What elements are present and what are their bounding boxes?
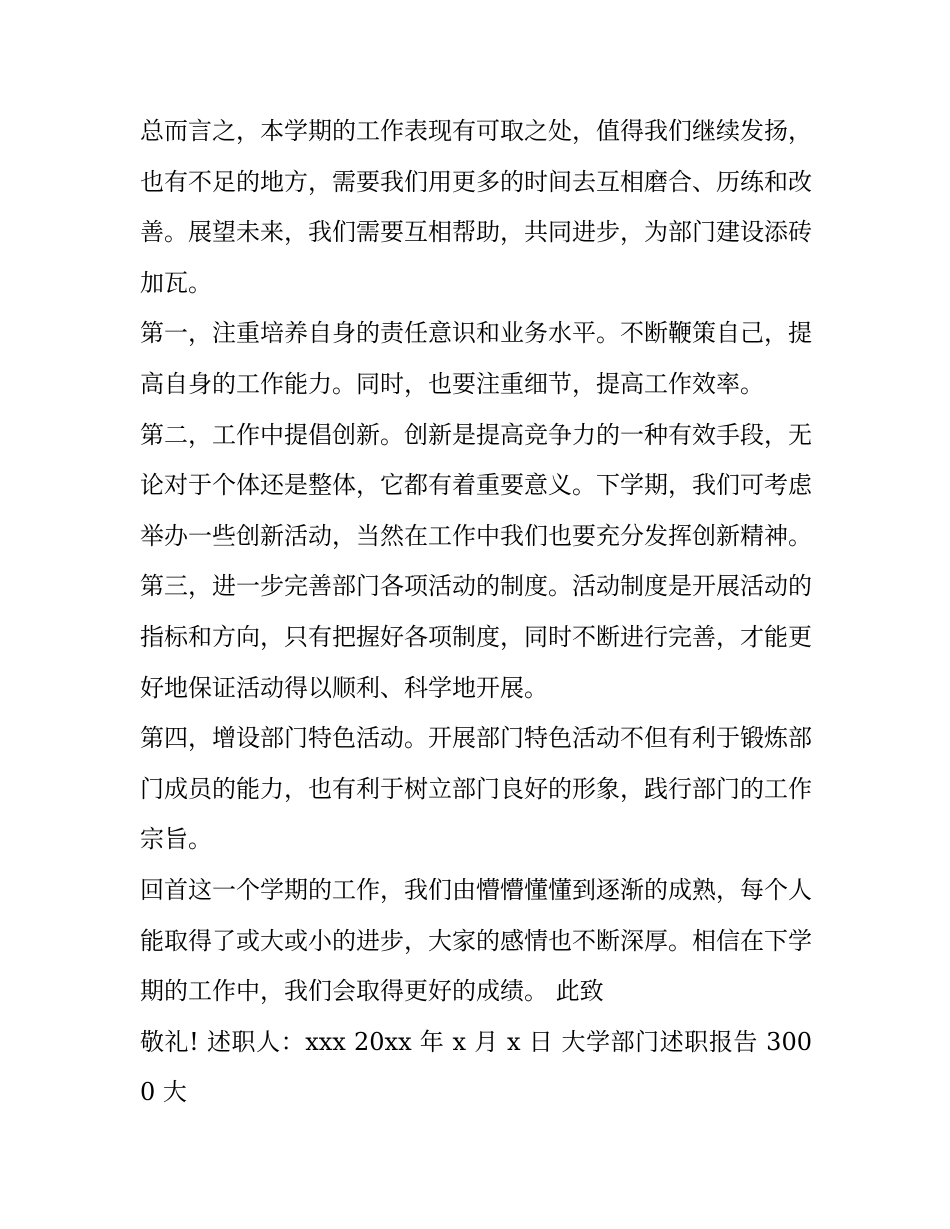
paragraph-third-point: 第三，进一步完善部门各项活动的制度。活动制度是开展活动的指标和方向，只有把握好各项制度，同时不断进行完善，才能更好地保证活动得以顺利、科学地开展。	[140, 572, 812, 702]
document-page	[140, 106, 812, 1118]
paragraph-review: 回首这一个学期的工作，我们由懵懵懂懂到逐渐的成熟，每个人能取得了或大或小的进步，大家的感情也不断深厚。相信在下学期的工作中，我们会取得更好的成绩。 此致	[140, 875, 812, 1006]
paragraph-second-point: 第二，工作中提倡创新。创新是提高竞争力的一种有效手段，无论对于个体还是整体，它都有着重要意义。下学期，我们可考虑举办一些创新活动，当然在工作中我们也要充分发挥创新精神。	[140, 420, 812, 550]
paragraph-summary: 总而言之，本学期的工作表现有可取之处，值得我们继续发扬，也有不足的地方，需要我们用更多的时间去互相磨合、历练和改善。展望未来，我们需要互相帮助，共同进步，为部门建设添砖加瓦。	[140, 117, 812, 297]
paragraph-fourth-point: 第四，增设部门特色活动。开展部门特色活动不但有利于锻炼部门成员的能力，也有利于树立部门良好的形象，践行部门的工作宗旨。	[140, 724, 812, 854]
paragraph-closing-signature: 敬礼! 述职人：xxx 20xx 年 x 月 x 日 大学部门述职报告 3000 大	[140, 1027, 812, 1107]
paragraph-first-point: 第一，注重培养自身的责任意识和业务水平。不断鞭策自己，提高自身的工作能力。同时，也要注重细节，提高工作效率。	[140, 319, 812, 398]
